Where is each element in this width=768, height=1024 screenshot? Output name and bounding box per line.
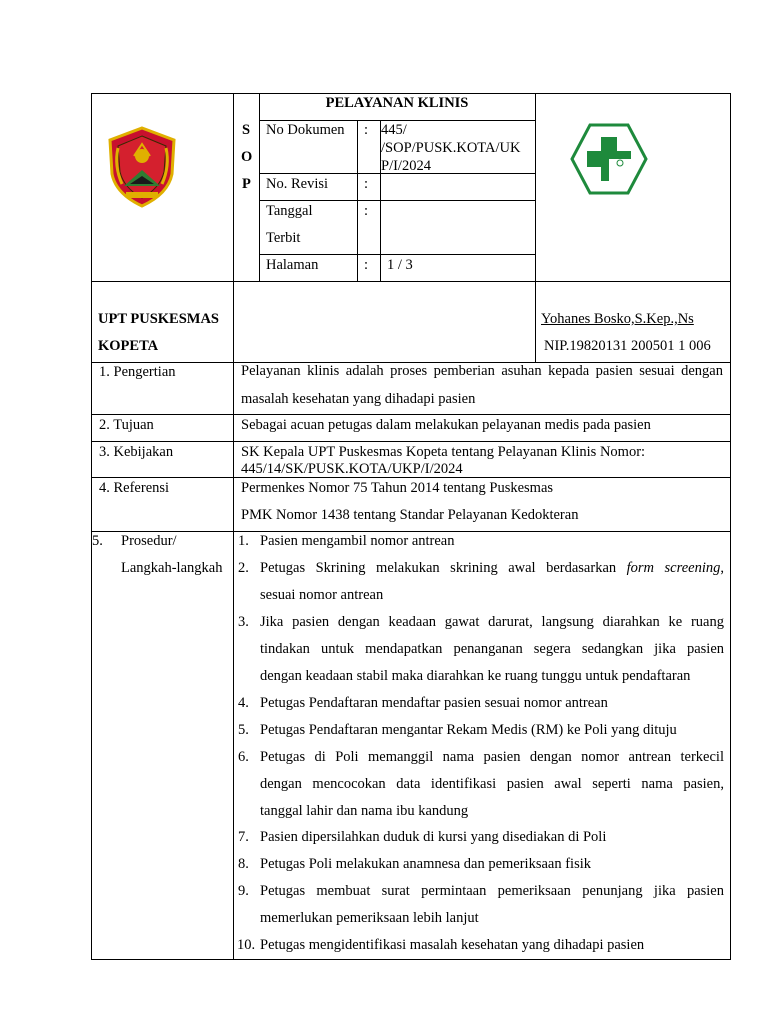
- step-line: tindakan untuk mendapatkan penanganan segera sedangkan jika pasien: [260, 641, 724, 657]
- no-revisi-label: No. Revisi: [266, 176, 329, 192]
- pengertian-label: 1. Pengertian: [99, 364, 176, 380]
- prosedur-label-num: 5.: [92, 533, 103, 549]
- step-number: 4.: [238, 695, 249, 711]
- unit-name-line2: KOPETA: [98, 338, 159, 354]
- tanggal-terbit-label-line1: Tanggal: [266, 203, 313, 219]
- coat-of-arms-icon: [104, 126, 180, 208]
- step-line: Petugas Poli melakukan anamnesa dan pemeriksaan fisik: [260, 856, 591, 872]
- referensi-line1: Permenkes Nomor 75 Tahun 2014 tentang Puskesmas: [241, 480, 554, 496]
- step-number: 5.: [238, 722, 249, 738]
- document-title: PELAYANAN KLINIS: [325, 95, 469, 111]
- step-text: ,: [720, 560, 724, 576]
- step-line: dengan keadaan stabil maka diarahkan ke ruang tunggu untuk pendaftaran: [260, 668, 691, 684]
- signatory-name: Yohanes Bosko,S.Kep.,Ns: [541, 311, 694, 327]
- step-line: Jika pasien dengan keadaan gawat darurat, langsung diarahkan ke ruang: [260, 614, 724, 630]
- no-dokumen-value-line3: P/I/2024: [381, 158, 431, 174]
- halaman-colon: :: [364, 257, 369, 273]
- referensi-label: 4. Referensi: [99, 480, 170, 496]
- prosedur-label-line1: Prosedur/: [121, 533, 177, 549]
- step-line: Petugas Pendaftaran mendaftar pasien sesuai nomor antrean: [260, 695, 608, 711]
- halaman-label: Halaman: [266, 257, 319, 273]
- halaman-value: 1 / 3: [387, 257, 413, 273]
- tanggal-terbit-colon: :: [364, 203, 369, 219]
- puskesmas-cross-icon: [570, 123, 648, 195]
- pengertian-line2: masalah kesehatan yang dihadapi pasien: [241, 391, 476, 407]
- step-line: sesuai nomor antrean: [260, 587, 384, 603]
- no-dokumen-label: No Dokumen: [266, 122, 345, 138]
- tujuan-label: 2. Tujuan: [99, 417, 154, 433]
- kebijakan-line2: 445/14/SK/PUSK.KOTA/UKP/I/2024: [241, 461, 463, 477]
- no-dokumen-value-line2: /SOP/PUSK.KOTA/UK: [381, 140, 521, 156]
- no-dokumen-colon: :: [364, 122, 369, 138]
- step-number: 1.: [238, 533, 249, 549]
- step-number: 2.: [238, 560, 249, 576]
- step-text-italic: form screening: [626, 560, 721, 576]
- tanggal-terbit-label-line2: Terbit: [266, 230, 301, 246]
- step-line: Petugas mengidentifikasi masalah kesehatan yang dihadapi pasien: [260, 937, 645, 953]
- step-line: Petugas Pendaftaran mengantar Rekam Medis (RM) ke Poli yang dituju: [260, 722, 677, 738]
- step-text: Petugas Skrining melakukan skrining awal berdasarkan: [260, 560, 627, 576]
- step-line: memerlukan pemeriksaan lebih lanjut: [260, 910, 479, 926]
- pengertian-line1: Pelayanan klinis adalah proses pemberian asuhan kepada pasien sesuai dengan: [241, 363, 723, 379]
- sop-letter-p: P: [242, 176, 251, 192]
- no-dokumen-value-line1: 445/: [381, 122, 407, 138]
- unit-name-line1: UPT PUSKESMAS: [98, 311, 219, 327]
- step-number: 3.: [238, 614, 249, 630]
- kebijakan-label: 3. Kebijakan: [99, 444, 174, 460]
- no-revisi-colon: :: [364, 176, 369, 192]
- step-line: Pasien mengambil nomor antrean: [260, 533, 455, 549]
- step-number: 9.: [238, 883, 249, 899]
- regency-coat-of-arms: [104, 126, 180, 208]
- tujuan-text: Sebagai acuan petugas dalam melakukan pelayanan medis pada pasien: [241, 417, 651, 433]
- step-line: Petugas membuat surat permintaan pemeriksaan penunjang jika pasien: [260, 883, 724, 899]
- step-line: dengan mencocokan data identifikasi pasien awal seperti nama pasien,: [260, 776, 724, 792]
- step-line: Petugas di Poli memanggil nama pasien dengan nomor antrean terkecil: [260, 749, 724, 765]
- step-line: tanggal lahir dan nama ibu kandung: [260, 803, 469, 819]
- kebijakan-line1: SK Kepala UPT Puskesmas Kopeta tentang Pelayanan Klinis Nomor:: [241, 444, 646, 460]
- referensi-line2: PMK Nomor 1438 tentang Standar Pelayanan Kedokteran: [241, 507, 579, 523]
- step-line: Pasien dipersilahkan duduk di kursi yang disediakan di Poli: [260, 829, 607, 845]
- step-number: 6.: [238, 749, 249, 765]
- step-line: [260, 555, 724, 582]
- puskesmas-logo: [570, 123, 648, 195]
- step-number: 8.: [238, 856, 249, 872]
- step-number: 7.: [238, 829, 249, 845]
- step-number: 10.: [237, 937, 256, 953]
- signatory-nip: NIP.19820131 200501 1 006: [544, 338, 711, 354]
- prosedur-label-line2: Langkah-langkah: [121, 560, 223, 576]
- sop-letter-o: O: [241, 149, 253, 165]
- sop-letter-s: S: [242, 122, 251, 138]
